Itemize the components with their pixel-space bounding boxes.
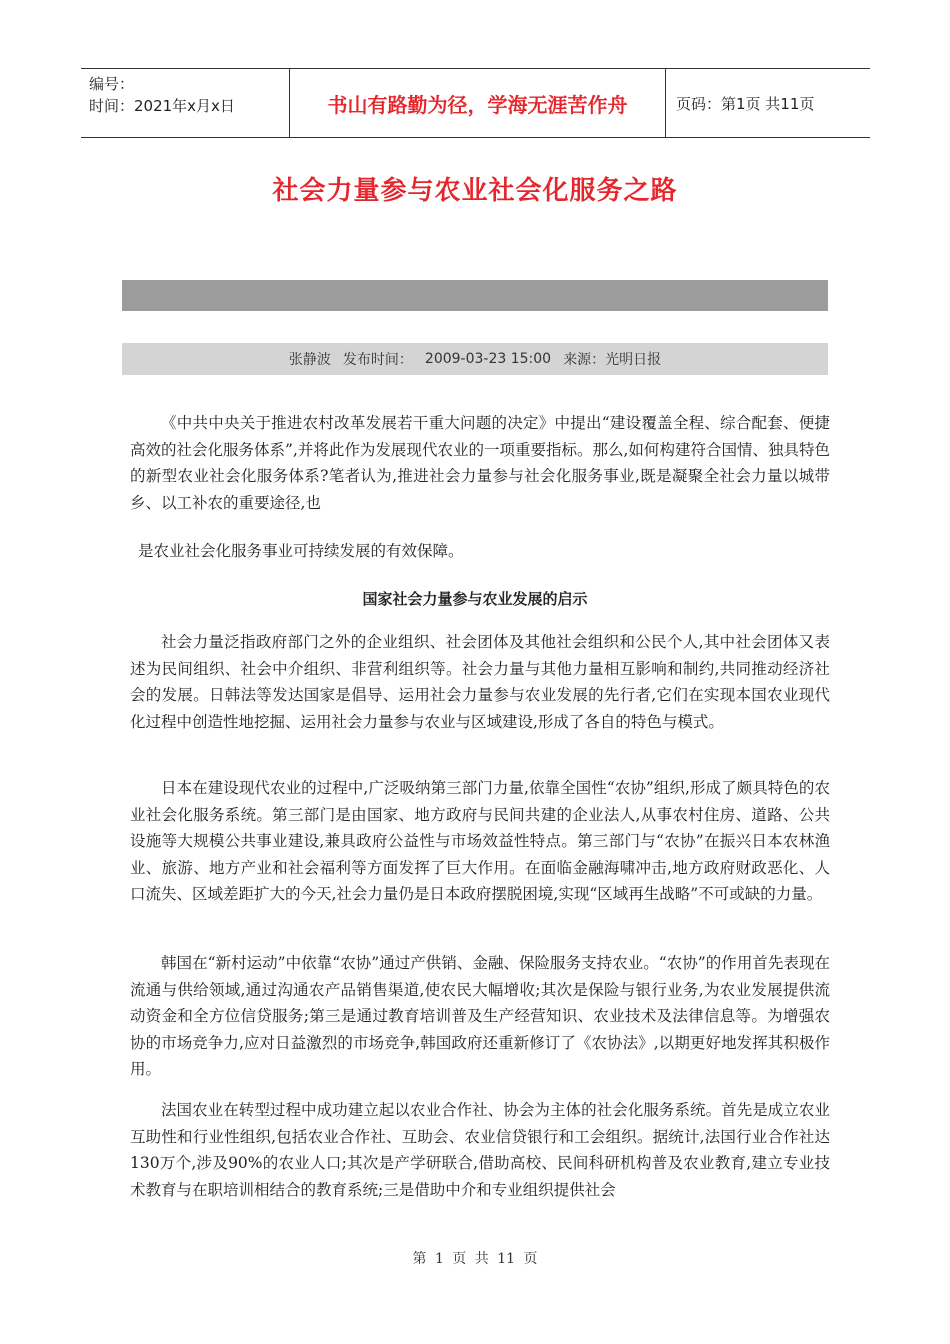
number-label: 编号： bbox=[89, 75, 135, 93]
paragraph-intro: 《中共中央关于推进农村改革发展若干重大问题的决定》中提出“建设覆盖全程、综合配套、便捷高效的社会化服务体系”,并将此作为发展现代农业的一项重要指标。那么,如何构建符合国情、独具特色的新型农业社会化服务体系?笔者认为,推进社会力量参与社会化服务事业,既是凝聚全社会力量以城带乡、以工补农的重要途径,也 bbox=[130, 414, 830, 512]
paragraph-intro-cont: 是农业社会化服务事业可持续发展的有效保障。 bbox=[138, 542, 464, 560]
paragraph-korea: 韩国在“新村运动”中依靠“农协”通过产供销、金融、保险服务支持农业。“农协”的作用首先表现在流通与供给领域,通过沟通农产品销售渠道,使农民大幅增收;其次是保险与银行业务,为农业发展提供流动资金和全方位信贷服务;第三是通过教育培训普及生产经营知识、农业技术及法律信息等。为增强农协的市场竞争力,应对日益激烈的市场竞争,韩国政府还重新修订了《农协法》,以期更好地发挥其积极作用。 bbox=[130, 954, 830, 1078]
time-label: 时间：2021年x月x日 bbox=[89, 97, 235, 115]
paragraph-france: 法国农业在转型过程中成功建立起以农业合作社、协会为主体的社会化服务系统。首先是成立农业互助性和行业性组织,包括农业合作社、互助会、农业信贷银行和工会组织。据统计,法国行业合作社达130万个,涉及90%的农业人口;其次是产学研联合,借助高校、民间科研机构普及农业教育,建立专业技术教育与在职培训相结合的教育系统;三是借助中介和专业组织提供社会 bbox=[130, 1101, 830, 1199]
page-footer: 第 1 页 共 11 页 bbox=[412, 1251, 538, 1267]
article-source: 来源：光明日报 bbox=[563, 352, 662, 368]
header-page-info: 页码：第1页 共11页 bbox=[676, 94, 815, 113]
article-author: 张静波 bbox=[288, 352, 331, 368]
header-table bbox=[81, 68, 870, 138]
section-heading: 国家社会力量参与农业发展的启示 bbox=[362, 590, 588, 608]
title-divider-bar bbox=[122, 280, 828, 311]
publish-label: 发布时间： bbox=[342, 352, 413, 368]
publish-time: 2009-03-23 15:00 bbox=[424, 351, 552, 367]
paragraph-social-forces: 社会力量泛指政府部门之外的企业组织、社会团体及其他社会组织和公民个人,其中社会团体又表述为民间组织、社会中介组织、非营利组织等。社会力量与其他力量相互影响和制约,共同推动经济社会的发展。日韩法等发达国家是倡导、运用社会力量参与农业发展的先行者,它们在实现本国农业现代化过程中创造性地挖掘、运用社会力量参与农业与区域建设,形成了各自的特色与模式。 bbox=[130, 633, 830, 731]
header-meta bbox=[81, 69, 290, 137]
paragraph-japan: 日本在建设现代农业的过程中,广泛吸纳第三部门力量,依靠全国性“农协”组织,形成了颇具特色的农业社会化服务系统。第三部门是由国家、地方政府与民间共建的企业法人,从事农村住房、道路、公共设施等大规模公共事业建设,兼具政府公益性与市场效益性特点。第三部门与“农协”在振兴日本农林渔业、旅游、地方产业和社会福利等方面发挥了巨大作用。在面临金融海啸冲击,地方政府财政恶化、人口流失、区域差距扩大的今天,社会力量仍是日本政府摆脱困境,实现“区域再生战略”不可或缺的力量。 bbox=[130, 779, 830, 903]
header-motto: 书山有路勤为径，学海无涯苦作舟 bbox=[290, 69, 666, 137]
article-title: 社会力量参与农业社会化服务之路 bbox=[272, 176, 678, 206]
article-meta-bar bbox=[122, 343, 828, 375]
